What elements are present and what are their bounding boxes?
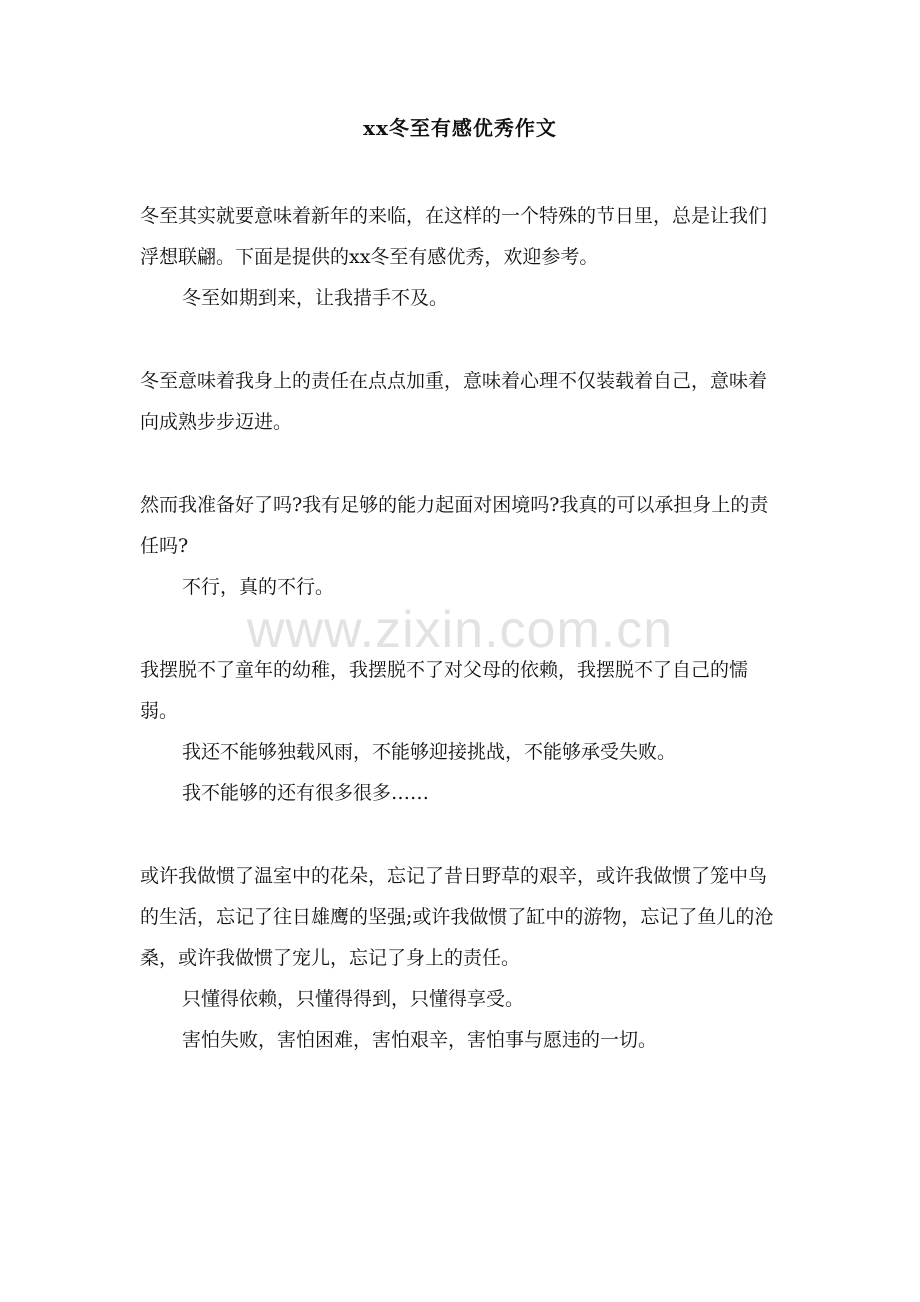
paragraph-gap	[140, 608, 780, 650]
paragraph-gap	[140, 319, 780, 361]
paragraph-5: 不行，真的不行。	[182, 576, 335, 598]
paragraph-intro: 冬至其实就要意味着新年的来临，在这样的一个特殊的节日里，总是让我们浮想联翩。下面是提供的xx冬至有感优秀，欢迎参考。	[140, 205, 768, 268]
paragraph-11: 害怕失败，害怕困难，害怕艰辛，害怕事与愿违的一切。	[182, 1029, 658, 1051]
document-body	[140, 196, 780, 1061]
paragraph-4: 然而我准备好了吗?我有足够的能力起面对困境吗?我真的可以承担身上的责任吗?	[140, 494, 769, 557]
paragraph-gap	[140, 443, 780, 485]
paragraph-8: 我不能够的还有很多很多……	[182, 782, 430, 804]
paragraph-7: 我还不能够独载风雨，不能够迎接挑战，不能够承受失败。	[182, 741, 677, 763]
paragraph-3: 冬至意味着我身上的责任在点点加重，意味着心理不仅装载着自己，意味着向成熟步步迈进。	[140, 370, 768, 433]
paragraph-9: 或许我做惯了温室中的花朵，忘记了昔日野草的艰辛，或许我做惯了笼中鸟的生活，忘记了往日雄鹰的坚强;或许我做惯了缸中的游物，忘记了鱼儿的沧桑，或许我做惯了宠儿，忘记了身上的责任。	[140, 865, 774, 969]
watermark-text: www.zixin.com.cn	[246, 601, 674, 659]
paragraph-10: 只懂得依赖，只懂得得到，只懂得享受。	[182, 988, 525, 1010]
paragraph-6: 我摆脱不了童年的幼稚，我摆脱不了对父母的依赖，我摆脱不了自己的懦弱。	[140, 659, 749, 722]
document-title: xx冬至有感优秀作文	[363, 116, 557, 140]
paragraph-2: 冬至如期到来，让我措手不及。	[182, 287, 449, 309]
paragraph-gap	[140, 814, 780, 856]
